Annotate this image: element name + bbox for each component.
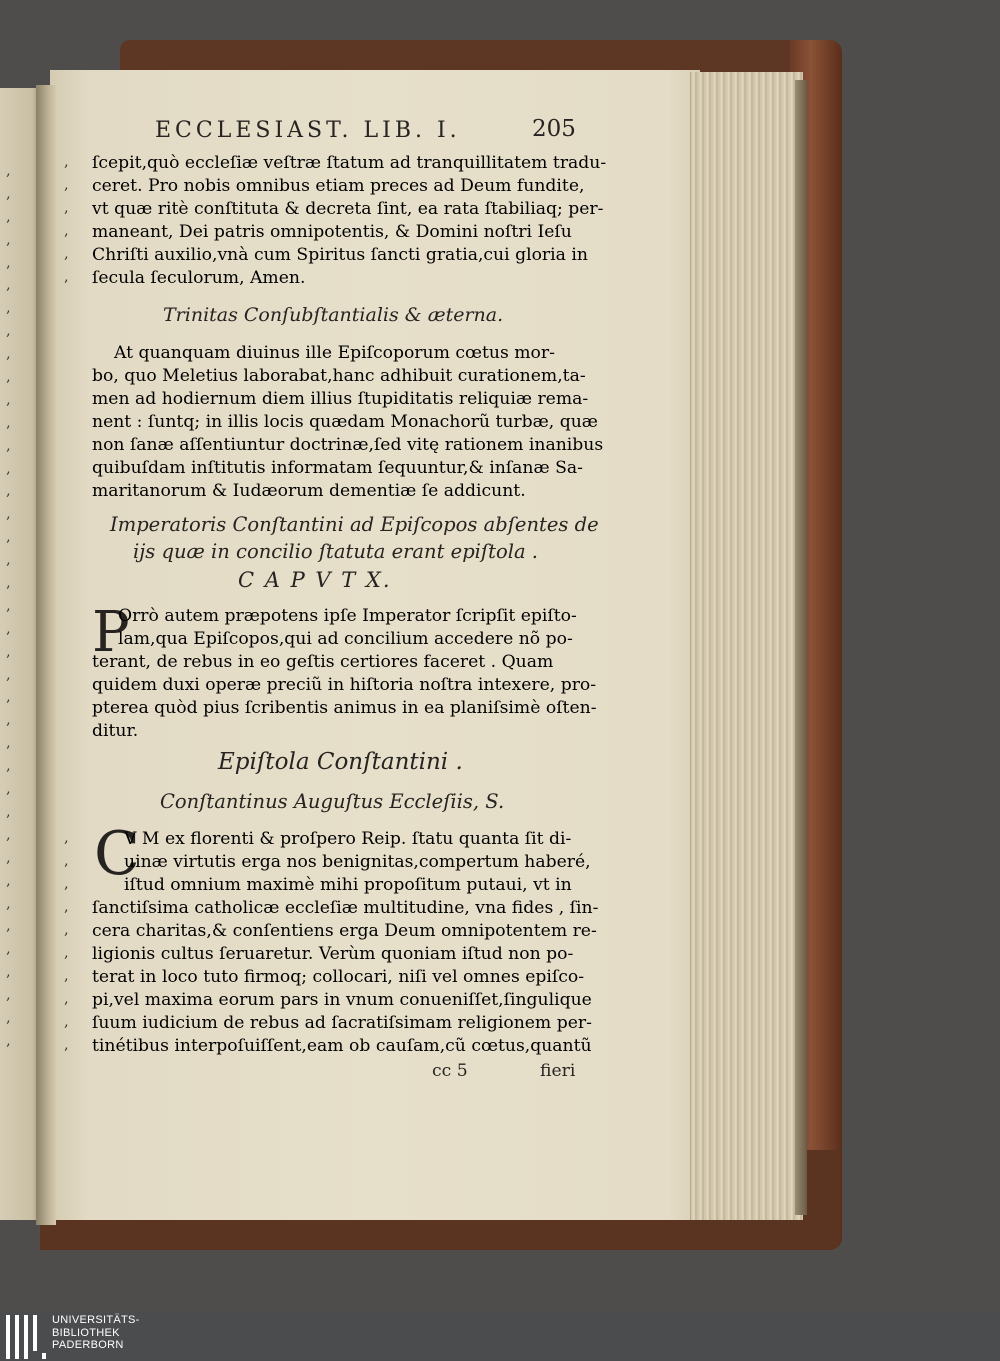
quote-mark: ‚	[64, 876, 69, 892]
quote-mark: ‚	[64, 223, 69, 239]
text-line: non ſanæ aſſentiuntur doctrinæ,ſed vitę rationem inanibus	[92, 435, 604, 455]
heading-trinitas: Trinitas Conſubſtantialis & æterna.	[163, 304, 504, 326]
quote-mark: ‚	[64, 154, 69, 170]
paragraph-cum	[92, 819, 599, 1058]
left-page-quote-mark: ‚	[6, 231, 11, 248]
text-line: ſanctiſsima catholicæ eccleſiæ multitudine, vna fides , ſin-	[92, 898, 599, 918]
left-page-quote-mark: ‚	[6, 689, 11, 706]
text-line: ligionis cultus ſeruaretur. Verùm quoniam iſtud non po-	[92, 944, 574, 964]
left-page-quote-mark: ‚	[6, 414, 11, 431]
paragraph-trinitas	[92, 342, 604, 503]
left-page-quote-mark: ‚	[6, 185, 11, 202]
running-title: ECCLESIAST. LIB. I.	[155, 118, 461, 143]
left-page-quote-mark: ‚	[6, 872, 11, 889]
text-line: terant, de rebus in eo geſtis certiores faceret . Quam	[92, 652, 554, 672]
left-page-quote-mark: ‚	[6, 323, 11, 340]
drop-cap: C	[94, 819, 140, 889]
quote-mark: ‚	[64, 945, 69, 961]
quote-mark: ‚	[64, 968, 69, 984]
fore-edge-shadow	[795, 80, 807, 1215]
text-line: bo, quo Meletius laborabat,hanc adhibuit curationem,ta-	[92, 366, 586, 386]
quote-mark: ‚	[64, 246, 69, 262]
text-line: ditur.	[92, 721, 139, 741]
signature-mark: cc 5	[432, 1061, 468, 1081]
left-page-quote-mark: ‚	[6, 964, 11, 981]
left-page-quote-mark: ‚	[6, 803, 11, 820]
text-line: ſcepit,quò eccleſiæ veſtræ ſtatum ad tranquillitatem tradu-	[92, 153, 607, 173]
quote-mark: ‚	[64, 1014, 69, 1030]
quote-mark: ‚	[64, 177, 69, 193]
text-line: ceret. Pro nobis omnibus etiam preces ad Deum fundite,	[92, 176, 585, 196]
top-paragraph	[92, 152, 607, 290]
left-page-quote-mark: ‚	[6, 506, 11, 523]
text-line: terat in loco tuto firmoq; collocari, niſi vel omnes epiſco-	[92, 967, 585, 987]
text-line: maritanorum & Iudæorum dementiæ ſe addicunt.	[92, 481, 526, 501]
page-number: 205	[532, 116, 576, 142]
left-page-quote-mark: ‚	[6, 391, 11, 408]
text-line: uinæ virtutis erga nos benignitas,compertum haberé,	[124, 852, 591, 872]
text-line: ſecula ſeculorum, Amen.	[92, 268, 306, 288]
chapter-heading-line: Imperatoris Conſtantini ad Epiſcopos abſentes de	[110, 513, 599, 536]
left-page-quote-mark: ‚	[6, 552, 11, 569]
text-line: quibuſdam inſtitutis informatam ſequuntur,& inſanæ Sa-	[92, 458, 583, 478]
left-page-quote-mark: ‚	[6, 987, 11, 1004]
text-line: lam,qua Epiſcopos,qui ad concilium accedere nõ po-	[118, 629, 573, 649]
text-line: nent : ſuntq; in illis locis quædam Monachorũ turbæ, quæ	[92, 412, 598, 432]
quote-mark: ‚	[64, 269, 69, 285]
left-page-quote-mark: ‚	[6, 597, 11, 614]
library-footer	[0, 1312, 1000, 1361]
left-page-quote-mark: ‚	[6, 1009, 11, 1026]
catchword: fieri	[540, 1061, 576, 1081]
text-line: V M ex florenti & proſpero Reip. ſtatu quanta ſit di-	[124, 829, 572, 849]
text-line: vt quæ ritè conſtituta & decreta ſint, ea rata ſtabiliaq; per-	[92, 199, 604, 219]
text-line: cera charitas,& conſentiens erga Deum omnipotentem re-	[92, 921, 597, 941]
library-name-line: PADERBORN	[52, 1339, 124, 1351]
paragraph-porro	[92, 600, 597, 743]
left-page-margin-marks	[6, 160, 26, 1053]
left-page-quote-mark: ‚	[6, 346, 11, 363]
left-page-quote-mark: ‚	[6, 300, 11, 317]
library-name-line: BIBLIOTHEK	[52, 1326, 120, 1339]
text-line: men ad hodiernum diem illius ſtupiditatis reliquiæ rema-	[92, 389, 589, 409]
left-page-quote-mark: ‚	[6, 277, 11, 294]
left-page-quote-mark: ‚	[6, 781, 11, 798]
text-line: Chriſti auxilio,vnà cum Spiritus ſancti gratia,cui gloria in	[92, 245, 588, 265]
gutter-shadow	[36, 85, 56, 1225]
text-line: iſtud omnium maximè mihi propoſitum putaui, vt in	[124, 875, 572, 895]
text-line: maneant, Dei patris omnipotentis, & Domini noſtri Ieſu	[92, 222, 572, 242]
left-page-quote-mark: ‚	[6, 437, 11, 454]
left-page-quote-mark: ‚	[6, 849, 11, 866]
chapter-heading-line: ijs quæ in concilio ſtatuta erant epiſtola .	[133, 540, 538, 563]
left-page-quote-mark: ‚	[6, 483, 11, 500]
left-page-quote-mark: ‚	[6, 529, 11, 546]
quote-mark: ‚	[64, 853, 69, 869]
library-name-line: UNIVERSITÄTS-	[52, 1314, 140, 1326]
left-page-quote-mark: ‚	[6, 826, 11, 843]
quote-mark: ‚	[64, 899, 69, 915]
left-page-quote-mark: ‚	[6, 918, 11, 935]
left-page-quote-mark: ‚	[6, 254, 11, 271]
left-page-quote-mark: ‚	[6, 712, 11, 729]
text-line: ſuum iudicium de rebus ad ſacratiſsimam religionem per-	[92, 1013, 592, 1033]
text-line: pterea quòd pius ſcribentis animus in ea planiſsimè oſten-	[92, 698, 597, 718]
heading-salutation: Conſtantinus Auguſtus Eccleſiis, S.	[160, 790, 505, 813]
left-page-quote-mark: ‚	[6, 575, 11, 592]
drop-cap: P	[92, 600, 130, 665]
quote-mark: ‚	[64, 1037, 69, 1053]
left-page-quote-mark: ‚	[6, 369, 11, 386]
quote-mark: ‚	[64, 991, 69, 1007]
left-page-quote-mark: ‚	[6, 208, 11, 225]
heading-epistola: Epiſtola Conſtantini .	[218, 749, 463, 775]
left-page-quote-mark: ‚	[6, 460, 11, 477]
left-page-quote-mark: ‚	[6, 620, 11, 637]
left-page-quote-mark: ‚	[6, 163, 11, 179]
library-name	[52, 1314, 140, 1352]
text-line: At quanquam diuinus ille Epiſcoporum cœtus mor-	[114, 343, 555, 363]
page-fore-edge	[690, 72, 803, 1220]
quote-mark: ‚	[64, 830, 69, 846]
quote-mark: ‚	[64, 200, 69, 216]
left-page-quote-mark: ‚	[6, 941, 11, 958]
chapter-label: C A P V T X.	[238, 568, 392, 592]
left-page-quote-mark: ‚	[6, 758, 11, 775]
text-line: quidem duxi operæ preciũ in hiſtoria noſtra intexere, pro-	[92, 675, 597, 695]
text-line: Orrò autem præpotens ipſe Imperator ſcripſit epiſto-	[118, 606, 577, 626]
quote-mark: ‚	[64, 922, 69, 938]
library-logo-icon	[6, 1315, 48, 1359]
left-page-quote-mark: ‚	[6, 735, 11, 752]
left-page-quote-mark: ‚	[6, 666, 11, 683]
left-page-quote-mark: ‚	[6, 643, 11, 660]
text-line: tinétibus interpoſuiſſent,eam ob cauſam,cũ cœtus,quantũ	[92, 1036, 592, 1056]
left-page-quote-mark: ‚	[6, 895, 11, 912]
text-line: pi,vel maxima eorum pars in vnum conueniſſet,ſingulique	[92, 990, 592, 1010]
left-page-quote-mark: ‚	[6, 1032, 11, 1049]
